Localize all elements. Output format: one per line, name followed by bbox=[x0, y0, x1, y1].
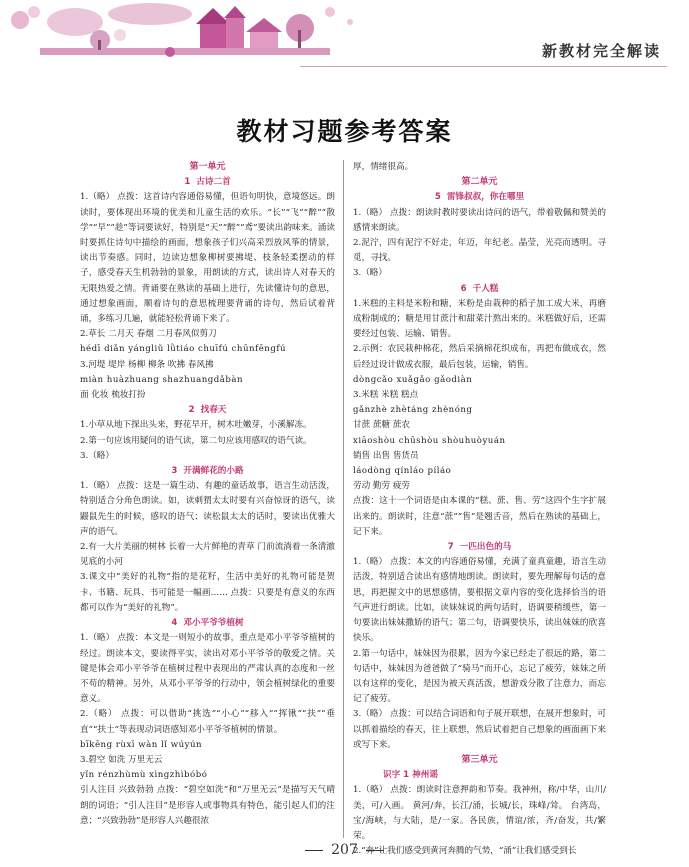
lesson-title: 找春天 bbox=[200, 405, 227, 416]
lesson-title: 邓小平爷爷植树 bbox=[183, 618, 244, 629]
lesson-number: 3 bbox=[171, 466, 178, 477]
lesson-number: 7 bbox=[447, 542, 454, 553]
lesson-heading bbox=[353, 282, 606, 297]
answer-paragraph: 3.（略） bbox=[353, 268, 387, 279]
lesson-number: 1 bbox=[184, 177, 191, 188]
right-column bbox=[353, 160, 606, 859]
answer-paragraph: 1.（略） 点拨：朗读时教时要读出诗问的语气，带着敬佩和赞美的感情来朗读。 bbox=[353, 207, 606, 233]
pinyin-line: hédī diǎn yángliǔ lǜtiáo chuīfú chūnfēngfú bbox=[80, 344, 287, 355]
answer-paragraph: 点拨：这十一个词语是由本课的“糕、蔗、售、劳”这四个生字扩展出来的。朗读时，注意“蔗”“售”是翘舌音，然后在熟读的基础上，记下来。 bbox=[353, 496, 606, 537]
brand-title: 新教材完全解读 bbox=[541, 42, 661, 60]
answer-paragraph: 面 化妆 梳妆打扮 bbox=[80, 390, 146, 401]
lesson-title: 千人糕 bbox=[472, 283, 499, 294]
answer-paragraph: 2.“奔”让我们感受到黄河奔腾的气势，“涌”让我们感受到长 bbox=[353, 846, 577, 857]
answer-paragraph: 2.示例：农民栽种棉花，然后采摘棉花织成布，再把布做成衣，然后经过设计做成衣服，最后包装，运输，销售。 bbox=[353, 344, 606, 370]
answer-paragraph: 2.草长 二月天 春烟 二月春风似剪刀 bbox=[80, 329, 217, 340]
answer-paragraph: 2.第一句话中，妹妹因为很累，因为今家已经走了很远的路，第二句话中，妹妹因为爸爸做了“骑马”而开心，忘记了疲劳，妹妹之所以有这样的变化，是因为被天真活泼，想游戏分散了注意力，而忘记了疲劳。 bbox=[353, 648, 606, 705]
answer-paragraph: 1.（略） 点拨：这首诗内容通俗易懂，但语句明快，意境悠远。朗读时，要体现出环境的优美和儿童生活的欢乐。“长”“飞”“醉”“散学”“早”“趁”等词要读好，特别是“天”“醉”“鸢”要读出韵味来。涌读时要抓住诗句中描绘的画面，想象孩子们兴高采烈放风筝的情景，读出节奏感。同时，边读边想象柳树要拂堤、枝条轻柔摆动的样子，感受春天生机勃勃的景象，用朗读的方式，读出诗人对春天的无限热爱之情。背诵要在熟读的基础上进行，先读懂诗句的意思，通过想象画面，顺着诗句的意思梳理要背诵的诗句，然后试着背诵，多练习几遍，就能轻松背诵下来了。 bbox=[80, 192, 335, 325]
answer-paragraph: 甘蔗 蔗糖 蔗农 bbox=[353, 420, 411, 431]
answer-paragraph: 2.第一句应该用疑问的语气读，第二句应该用感叹的语气读。 bbox=[80, 435, 312, 446]
answer-paragraph: 劳动 勤劳 疲劳 bbox=[353, 481, 411, 492]
lesson-heading bbox=[80, 616, 335, 631]
answer-paragraph: 1.米糕的主料是米粉和糖，米粉是由栽种的稻子加工成大米，再磨成粉制成的；糖是用甘蔗汁和甜菜汁熬出来的。米糕做好后，还需要经过包装、运输、销售。 bbox=[353, 298, 606, 340]
lesson-heading bbox=[80, 175, 335, 190]
lesson-heading bbox=[353, 190, 606, 205]
lesson-number: 4 bbox=[171, 618, 178, 629]
banner-illustration bbox=[11, 3, 353, 57]
lesson-number: 2 bbox=[188, 405, 195, 416]
pinyin-line: gǎnzhè zhètáng zhènóng bbox=[353, 405, 473, 416]
page-title: 教材习题参考答案 bbox=[236, 117, 453, 146]
answer-paragraph: 厚，情绪很高。 bbox=[353, 162, 414, 172]
lesson-title: 开满鲜花的小路 bbox=[183, 466, 244, 477]
answer-paragraph: 2.有一大片美丽的树林 长着一大片鲜艳的青草 门前流淌着一条清澈见底的小河 bbox=[80, 542, 335, 568]
pinyin-line: dòngcǎo xuǎgǎo gǎodiàn bbox=[353, 374, 473, 385]
pinyin-line: yǐn rénzhùmù xìngzhìbóbó bbox=[80, 770, 208, 781]
unit-heading: 第二单元 bbox=[461, 177, 498, 188]
pinyin-line: xiāoshòu chūshòu shòuhuòyuán bbox=[353, 435, 506, 446]
answer-paragraph: 3.课文中“美好的礼物”指的是花籽，生活中美好的礼物可能是贺卡、书籍、玩具、书可能是一幅画…… 点拨：只要是有意义的东西都可以作为“美好的礼物”。 bbox=[80, 572, 335, 613]
pinyin-line: miàn huàzhuang shazhuangdǎbàn bbox=[80, 374, 244, 385]
answer-paragraph: 3.河堤 堤岸 杨柳 柳条 吹拂 春风拂 bbox=[80, 359, 214, 370]
lesson-title: 一匹出色的马 bbox=[459, 542, 512, 553]
subsection-heading: 识字 1 神州谣 bbox=[383, 770, 438, 781]
unit-heading: 第一单元 bbox=[189, 162, 226, 172]
page-number-dash bbox=[305, 850, 323, 851]
page-number-value: 207 bbox=[331, 842, 358, 858]
answer-paragraph: 3.米糕 米糕 糕点 bbox=[353, 390, 419, 401]
lesson-heading bbox=[80, 403, 335, 418]
left-column bbox=[80, 160, 335, 829]
lesson-heading bbox=[353, 540, 606, 555]
answer-paragraph: 1.（略） 点拨：本文是一则短小的故事，重点是邓小平爷爷植树的经过。朗读本文，要读得平实，读出对邓小平爷爷的敬爱之情。关键是体会邓小平爷爷在植树过程中表现出的严肃认真的态度和一丝不苟的精神。另外，从邓小平爷爷的行动中，领会植树绿化的重要意义。 bbox=[80, 633, 335, 705]
answer-paragraph: 1.（略） 点拨：本文的内容通俗易懂，充满了童真童趣，语言生动活泼，特别适合读出有感情地朗读。朗读时，要先理解每句话的意思，再把握文中的思想感情，要根据文章内容的变化选择恰当的语气声进行朗读。比如，读妹妹说的两句话时，语调要稍缓些，第一句要读出妹妹撒娇的语气；第二句，语调要快乐，读出妹妹的欣喜快乐。 bbox=[353, 557, 606, 644]
answer-paragraph: 1.（略） 点拨：这是一篇生动、有趣的童话故事，语言生动活泼，特别适合分角色朗读。如，读刺猬太太时要有兴奋惊讶的语气，读鼹鼠先生的时候，感叹的语气；读松鼠太太的话时，要读出优雅大声的语气。 bbox=[80, 481, 335, 537]
pinyin-line: bīkēng rùxī wàn lǐ wúyún bbox=[80, 739, 203, 750]
answer-paragraph: 2.（略） 点拨：可以借助“挑选”“小心”“移入”“挥锹”“扶”“垂直”“扶土”等表现动词语感知邓小平爷爷植树的情景。 bbox=[80, 709, 335, 735]
answer-paragraph: 销售 出售 售货员 bbox=[353, 450, 419, 461]
page-number bbox=[0, 842, 689, 858]
answer-paragraph: 1.（略） 点拨：朗读时注意押韵和节奏。我神州，称/中华，山川/美，可/入画。 黄河/奔，长江/涌，长城/长，珠峰/耸。 台湾岛，宝/海峡，与大陆，是/一家。各民族，情谊/浓，齐/奋发，共/繁荣。 bbox=[353, 785, 606, 841]
answer-paragraph: 引人注目 兴致勃勃 点拨：“碧空如洗”和“万里无云”是描写天气晴朗的词语；“引人注目”是形容人或事物具有特色，能引起人们的注意；“兴致勃勃”是形容人兴趣很浓 bbox=[80, 785, 335, 826]
lesson-heading bbox=[80, 464, 335, 479]
answer-paragraph: 1.小草从地下探出头来，野花早开，树木吐嫩芽，小溪解冻。 bbox=[80, 420, 312, 431]
header-banner bbox=[0, 0, 689, 72]
answer-paragraph: 2.泥泞，四有泥泞不好走，年迈，年纪老。晶莹，光亮而透明。寻觅，寻找。 bbox=[353, 238, 606, 264]
answer-paragraph: 3.碧空 如洗 万里无云 bbox=[80, 754, 163, 765]
answer-paragraph: 3.（略） 点拨：可以结合词语和句子展开联想，在展开想象时，可以抓着描绘的春天，往上联想，然后试着把自己想象的画面画下来或写下来。 bbox=[353, 709, 606, 750]
header-rule bbox=[300, 66, 667, 67]
page-number-dash bbox=[366, 850, 384, 851]
lesson-title: 雷锋叔叔，你在哪里 bbox=[446, 192, 525, 203]
lesson-title: 古诗二首 bbox=[196, 177, 231, 188]
answer-paragraph: 3.（略） bbox=[80, 450, 114, 461]
column-divider bbox=[343, 160, 344, 838]
unit-heading: 第三单元 bbox=[461, 754, 498, 765]
lesson-number: 5 bbox=[434, 192, 441, 203]
lesson-number: 6 bbox=[460, 283, 467, 294]
pinyin-line: láodòng qínláo píláo bbox=[353, 466, 452, 477]
